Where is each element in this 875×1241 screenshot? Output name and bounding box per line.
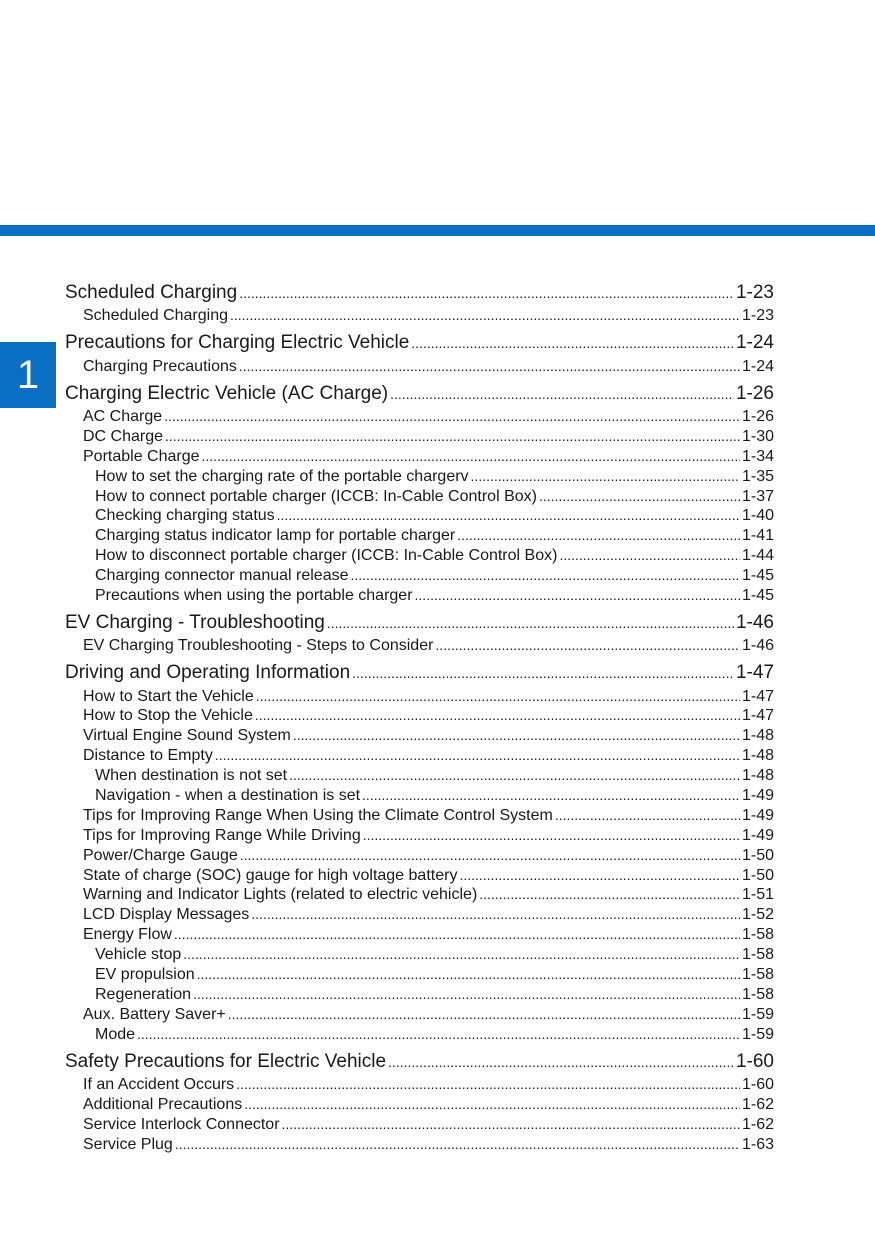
toc-entry[interactable] [65, 1136, 774, 1156]
toc-entry[interactable] [65, 527, 774, 547]
toc-dot-leader [239, 282, 734, 304]
toc-dot-leader [539, 488, 740, 506]
toc-entry-page: 1-58 [741, 966, 774, 983]
toc-entry[interactable] [65, 1026, 774, 1046]
toc-entry-title: Warning and Indicator Lights (related to electric vehicle) [83, 886, 478, 904]
toc-entry-title: State of charge (SOC) gauge for high voltage battery [83, 866, 458, 884]
toc-entry-page: 1-47 [741, 687, 774, 705]
toc-entry[interactable] [65, 767, 774, 787]
toc-entry-title: Charging status indicator lamp for portable charger [95, 527, 456, 545]
toc-entry-page: 1-46 [741, 637, 774, 655]
chapter-tab [0, 342, 56, 408]
toc-entry-page: 1-37 [741, 487, 774, 505]
toc-entry-title: EV Charging - Troubleshooting [65, 611, 325, 633]
toc-dot-leader [289, 767, 740, 785]
toc-entry-title: Scheduled Charging [65, 282, 238, 303]
toc-dot-leader [459, 867, 740, 885]
toc-entry[interactable] [65, 307, 774, 327]
toc-entry-page: 1-60 [735, 1050, 774, 1072]
toc-dot-leader [175, 1136, 740, 1154]
toc-dot-leader [411, 332, 734, 354]
toc-entry-title: When destination is not set [95, 767, 288, 785]
toc-entry-title: Precautions for Charging Electric Vehicle [65, 332, 410, 354]
toc-entry-page: 1-62 [741, 1095, 774, 1113]
toc-dot-leader [236, 1076, 740, 1094]
toc-entry[interactable] [65, 612, 774, 637]
toc-dot-leader [255, 707, 740, 725]
toc-entry[interactable] [65, 468, 774, 488]
toc-dot-leader [277, 507, 740, 525]
toc-entry-page: 1-47 [741, 707, 774, 725]
toc-entry[interactable] [65, 707, 774, 727]
toc-entry-page: 1-48 [741, 747, 774, 765]
toc-entry-page: 1-51 [741, 886, 774, 904]
toc-entry[interactable] [65, 886, 774, 906]
toc-entry-page: 1-52 [741, 906, 774, 924]
toc-entry-page: 1-40 [741, 507, 774, 525]
toc-entry-page: 1-24 [735, 332, 774, 354]
toc-entry[interactable] [65, 428, 774, 448]
toc-entry-page: 1-48 [741, 767, 774, 785]
toc-entry-page: 1-49 [741, 786, 774, 804]
toc-entry-page: 1-63 [741, 1135, 774, 1153]
toc-entry-page: 1-24 [741, 357, 774, 375]
toc-dot-leader [363, 827, 740, 845]
toc-entry-page: 1-49 [741, 826, 774, 844]
toc-dot-leader [388, 1051, 734, 1073]
toc-entry-title: Tips for Improving Range When Using the Climate Control System [83, 806, 553, 824]
toc-dot-leader [390, 383, 734, 405]
toc-dot-leader [559, 547, 740, 565]
toc-dot-leader [230, 307, 740, 325]
toc-entry-title: Power/Charge Gauge [83, 846, 238, 864]
toc-entry-page: 1-58 [741, 985, 774, 1003]
toc-entry[interactable] [65, 1076, 774, 1096]
toc-entry-title: Portable Charge [83, 447, 200, 465]
toc-entry[interactable] [65, 507, 774, 527]
toc-entry-title: Checking charging status [95, 507, 275, 525]
toc-entry-title: Charging connector manual release [95, 567, 349, 585]
toc-entry-title: Charging Electric Vehicle (AC Charge) [65, 382, 389, 404]
toc-entry-title: Vehicle stop [95, 946, 182, 964]
toc-entry-title: EV Charging Troubleshooting - Steps to Consider [83, 637, 434, 655]
toc-entry[interactable] [65, 867, 774, 887]
toc-entry-title: Safety Precautions for Electric Vehicle [65, 1050, 387, 1072]
toc-entry[interactable] [65, 807, 774, 827]
toc-entry-page: 1-58 [741, 926, 774, 944]
toc-dot-leader [282, 1116, 740, 1134]
toc-entry-title: Navigation - when a destination is set [95, 786, 361, 804]
toc-entry-page: 1-48 [741, 727, 774, 745]
toc-entry[interactable] [65, 747, 774, 767]
toc-dot-leader [174, 926, 740, 944]
toc-entry-title: EV propulsion [95, 966, 195, 983]
toc-dot-leader [251, 906, 740, 924]
toc-entry-title: Energy Flow [83, 926, 172, 944]
toc-entry-page: 1-44 [741, 547, 774, 565]
toc-entry-title: Regeneration [95, 985, 192, 1003]
toc-dot-leader [415, 587, 740, 605]
toc-entry-title: DC Charge [83, 427, 164, 445]
toc-entry[interactable] [65, 587, 774, 607]
toc-entry-title: How to Stop the Vehicle [83, 707, 253, 725]
toc-entry[interactable] [65, 986, 774, 1006]
toc-entry-page: 1-26 [741, 407, 774, 425]
toc-entry[interactable] [65, 662, 774, 687]
toc-entry[interactable] [65, 358, 774, 378]
toc-entry[interactable] [65, 727, 774, 747]
toc-entry-page: 1-46 [735, 611, 774, 633]
toc-entry-page: 1-47 [735, 662, 774, 684]
toc-entry-title: Tips for Improving Range While Driving [83, 826, 361, 844]
toc-entry-title: Charging Precautions [83, 357, 237, 375]
toc-dot-leader [202, 448, 740, 466]
toc-dot-leader [228, 1006, 740, 1024]
toc-dot-leader [352, 662, 734, 684]
toc-entry-page: 1-62 [741, 1115, 774, 1133]
toc-entry-page: 1-30 [741, 427, 774, 445]
toc-entry[interactable] [65, 567, 774, 587]
toc-dot-leader [471, 468, 740, 486]
toc-entry-page: 1-23 [735, 282, 774, 303]
toc-dot-leader [215, 747, 740, 765]
toc-entry-page: 1-50 [741, 866, 774, 884]
toc-entry-page: 1-34 [741, 447, 774, 465]
toc-entry[interactable] [65, 1096, 774, 1116]
toc-entry-title: How to Start the Vehicle [83, 687, 254, 705]
toc-dot-leader [327, 612, 734, 634]
toc-entry-title: Service Plug [83, 1135, 173, 1153]
table-of-contents [65, 282, 774, 1156]
toc-entry-page: 1-49 [741, 806, 774, 824]
toc-entry-title: LCD Display Messages [83, 906, 250, 924]
toc-dot-leader [479, 886, 740, 904]
toc-entry-page: 1-59 [741, 1005, 774, 1023]
toc-entry-title: How to connect portable charger (ICCB: In-Cable Control Box) [95, 487, 537, 505]
toc-entry-title: AC Charge [83, 407, 163, 425]
toc-dot-leader [165, 428, 740, 446]
toc-entry-title: Service Interlock Connector [83, 1115, 280, 1133]
toc-entry-page: 1-35 [741, 467, 774, 485]
toc-dot-leader [293, 727, 740, 745]
toc-entry-page: 1-41 [741, 527, 774, 545]
toc-entry[interactable] [65, 1116, 774, 1136]
toc-entry[interactable] [65, 637, 774, 657]
toc-entry-title: Aux. Battery Saver+ [83, 1005, 226, 1023]
toc-entry[interactable] [65, 688, 774, 708]
toc-dot-leader [350, 567, 739, 585]
toc-dot-leader [555, 807, 740, 825]
toc-dot-leader [457, 527, 740, 545]
toc-entry-page: 1-23 [741, 307, 774, 325]
toc-entry-title: Driving and Operating Information [65, 662, 351, 684]
toc-dot-leader [183, 946, 740, 964]
toc-dot-leader [256, 688, 740, 706]
toc-entry[interactable] [65, 448, 774, 468]
toc-entry[interactable] [65, 383, 774, 408]
toc-dot-leader [244, 1096, 740, 1114]
toc-entry[interactable] [65, 1051, 774, 1076]
toc-entry[interactable] [65, 946, 774, 966]
toc-entry-page: 1-58 [741, 946, 774, 964]
toc-dot-leader [164, 408, 740, 426]
toc-entry[interactable] [65, 847, 774, 867]
toc-entry[interactable] [65, 787, 774, 807]
toc-entry-page: 1-59 [741, 1025, 774, 1043]
chapter-header-bar [0, 225, 875, 236]
toc-entry-title: Distance to Empty [83, 747, 213, 765]
toc-entry-title: How to set the charging rate of the portable chargerv [95, 467, 469, 485]
toc-entry-page: 1-50 [741, 846, 774, 864]
toc-entry[interactable] [65, 966, 774, 986]
toc-entry[interactable] [65, 547, 774, 567]
toc-entry[interactable] [65, 1006, 774, 1026]
toc-entry-page: 1-60 [741, 1075, 774, 1093]
toc-entry[interactable] [65, 282, 774, 307]
toc-dot-leader [362, 787, 740, 805]
toc-entry[interactable] [65, 827, 774, 847]
toc-entry-title: Additional Precautions [83, 1095, 243, 1113]
toc-entry[interactable] [65, 332, 774, 357]
toc-dot-leader [240, 847, 740, 865]
toc-entry[interactable] [65, 926, 774, 946]
toc-entry-title: Precautions when using the portable charger [95, 586, 413, 604]
toc-dot-leader [137, 1026, 740, 1044]
toc-entry-page: 1-45 [741, 586, 774, 604]
toc-entry[interactable] [65, 488, 774, 508]
toc-entry-page: 1-26 [735, 382, 774, 404]
toc-entry[interactable] [65, 408, 774, 428]
toc-entry-title: Scheduled Charging [83, 307, 228, 325]
toc-entry-title: Mode [95, 1025, 136, 1043]
toc-dot-leader [193, 986, 740, 1004]
toc-dot-leader [197, 966, 740, 984]
toc-entry-title: Virtual Engine Sound System [83, 727, 291, 745]
toc-entry-title: If an Accident Occurs [83, 1075, 235, 1093]
toc-entry-title: How to disconnect portable charger (ICCB: In-Cable Control Box) [95, 547, 558, 565]
toc-dot-leader [435, 637, 740, 655]
toc-entry-page: 1-45 [741, 567, 774, 585]
toc-dot-leader [239, 358, 740, 376]
chapter-number: 1 [16, 353, 40, 397]
toc-entry[interactable] [65, 906, 774, 926]
